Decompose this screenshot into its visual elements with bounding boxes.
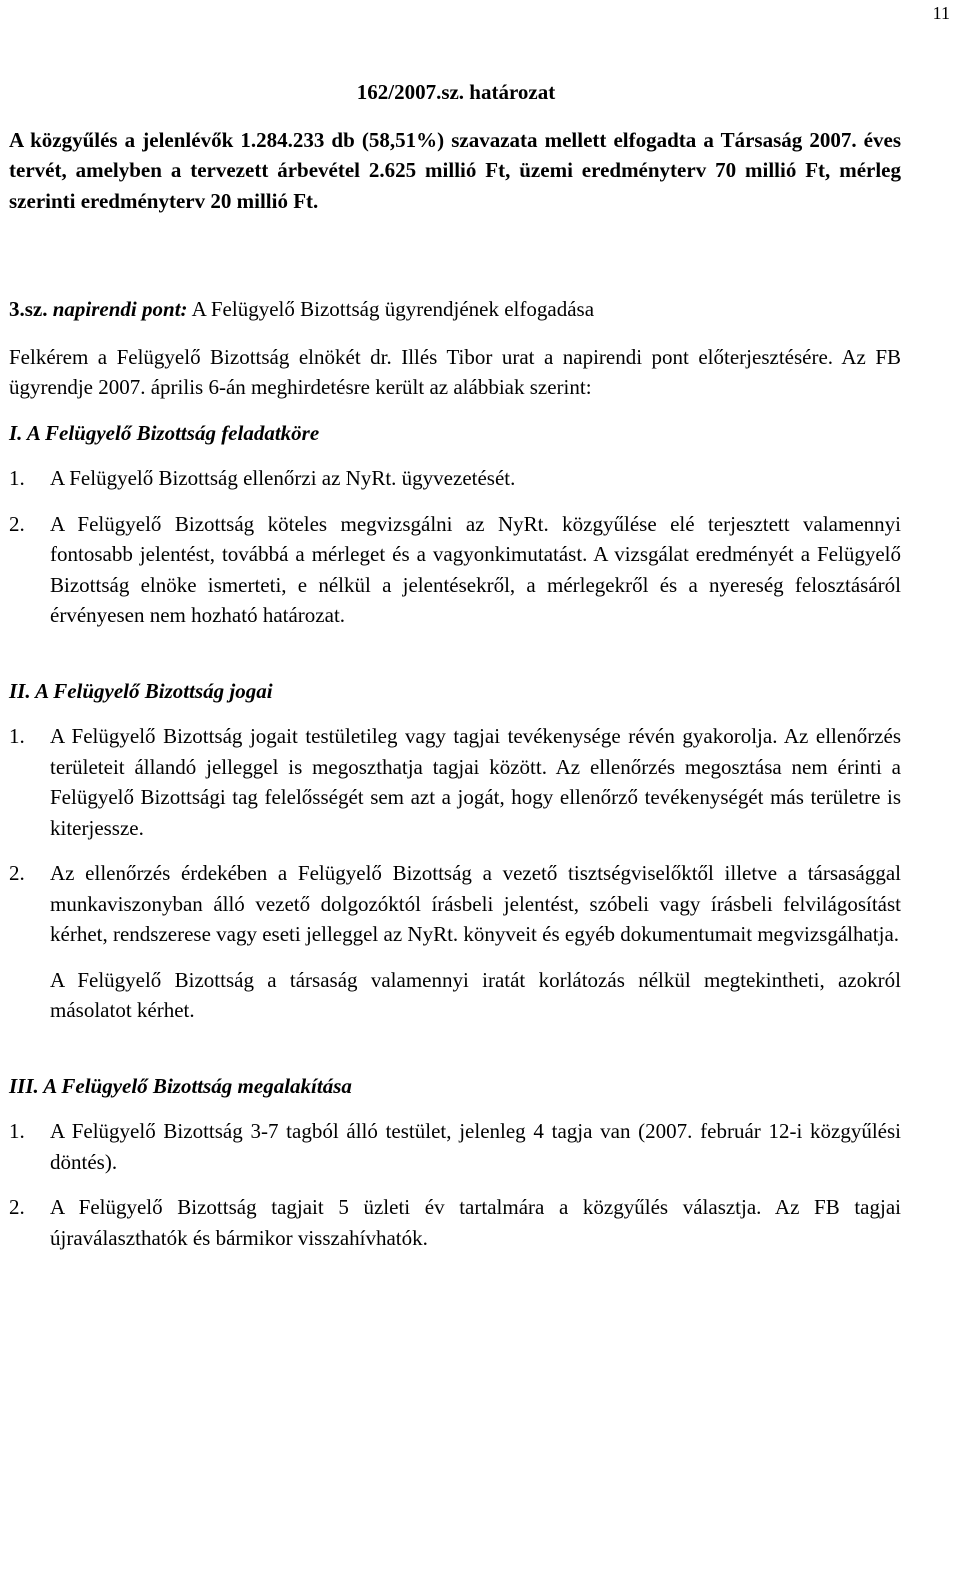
intro-paragraph: Felkérem a Felügyelő Bizottság elnökét dr. Illés Tibor urat a napirendi pont előterjesztésére. Az FB ügyrendje 2007. április 6-án meghirdetésre került az alábbiak szerint:	[9, 344, 901, 399]
resolution-text: A közgyűlés a jelenlévők 1.284.233 db (58,51%) szavazata mellett elfogadta a Társaság 2007. éves tervét, amelyben a tervezett árbevétel 2.625 millió Ft, üzemi eredményterv 70 millió Ft, mérleg szerinti eredményterv 20 millió Ft.	[9, 127, 901, 213]
section-3-title: A Felügyelő Bizottság megalakítása	[43, 1073, 352, 1098]
agenda-item	[9, 294, 901, 325]
item-number: 2.	[9, 1195, 25, 1219]
section-heading-3	[9, 1071, 901, 1102]
section-heading-2	[9, 676, 901, 707]
item-text: A Felügyelő Bizottság jogait testületileg vagy tagjai tevékenysége révén gyakorolja. Az ellenőrzés területeit állandó jelleggel is megoszthatja tagjai között. Az ellenőrzés megosztása nem érinti a Felügyelő Bizottsági tag felelősségét sem azt a jogát, hogy ellenőrző tevékenységét más területre is kiterjessze.	[50, 724, 901, 840]
section-3-roman: III.	[9, 1073, 39, 1098]
item-number: 2.	[9, 511, 25, 536]
item-text: A Felügyelő Bizottság tagjait 5 üzleti év tartalmára a közgyűlés választja. Az FB tagjai újraválaszthatók és bármikor visszahívhatók.	[50, 1195, 901, 1250]
item-number: 1.	[9, 1119, 25, 1143]
item-text: A Felügyelő Bizottság 3-7 tagból álló testület, jelenleg 4 tagja van (2007. február 12-i közgyűlési döntés).	[50, 1119, 901, 1174]
resolution-title: 162/2007.sz. határozat	[356, 80, 556, 104]
document-body	[9, 77, 901, 1253]
item-text: A Felügyelő Bizottság köteles megvizsgálni az NyRt. közgyűlése elé terjesztett valamennyi fontosabb jelentést, továbbá a mérleget és a vagyonkimutatást. A vizsgálat eredményét a Felügyelő Bizottság elnöke ismerteti, e nélkül a jelentésekről, a mérlegekről és a nyereség felosztásáról érvényesen nem hozható határozat.	[50, 511, 901, 627]
agenda-label: napirendi pont:	[52, 297, 188, 321]
agenda-number-text: 3.sz.	[9, 297, 48, 321]
item-number: 1.	[9, 724, 25, 748]
item-number: 2.	[9, 861, 25, 885]
section-1-roman: I.	[9, 420, 23, 445]
section-2-item-1	[9, 721, 901, 843]
agenda-number	[9, 297, 188, 321]
page-number: 11	[932, 3, 950, 23]
section-3-item-1	[9, 1116, 901, 1177]
agenda-title: A Felügyelő Bizottság ügyrendjének elfogadása	[191, 297, 595, 321]
section-2-item-2	[9, 858, 901, 950]
item-text: Az ellenőrzés érdekében a Felügyelő Bizottság a vezető tisztségviselőktől illetve a társasággal munkaviszonyban álló vezető dolgozóktól írásbeli jelentést, szóbeli vagy írásbeli felvilágosítást kérhet, rendszerese vagy eseti jelleggel az NyRt. könyveit és egyéb dokumentumait megvizsgálhatja.	[50, 861, 901, 946]
item-number: 1.	[9, 466, 25, 490]
section-heading-1	[9, 418, 901, 449]
section-2-title: A Felügyelő Bizottság jogai	[35, 678, 273, 703]
section-2-roman: II.	[9, 678, 31, 703]
section-1-item-1	[9, 463, 901, 494]
item-text: A Felügyelő Bizottság ellenőrzi az NyRt. ügyvezetését.	[50, 466, 516, 490]
section-1-title: A Felügyelő Bizottság feladatköre	[26, 420, 320, 445]
section-2-extra-paragraph: A Felügyelő Bizottság a társaság valamennyi iratát korlátozás nélkül megtekintheti, azokról másolatot kérhet.	[50, 967, 901, 1022]
section-3-item-2	[9, 1192, 901, 1253]
section-1-item-2	[9, 509, 901, 631]
